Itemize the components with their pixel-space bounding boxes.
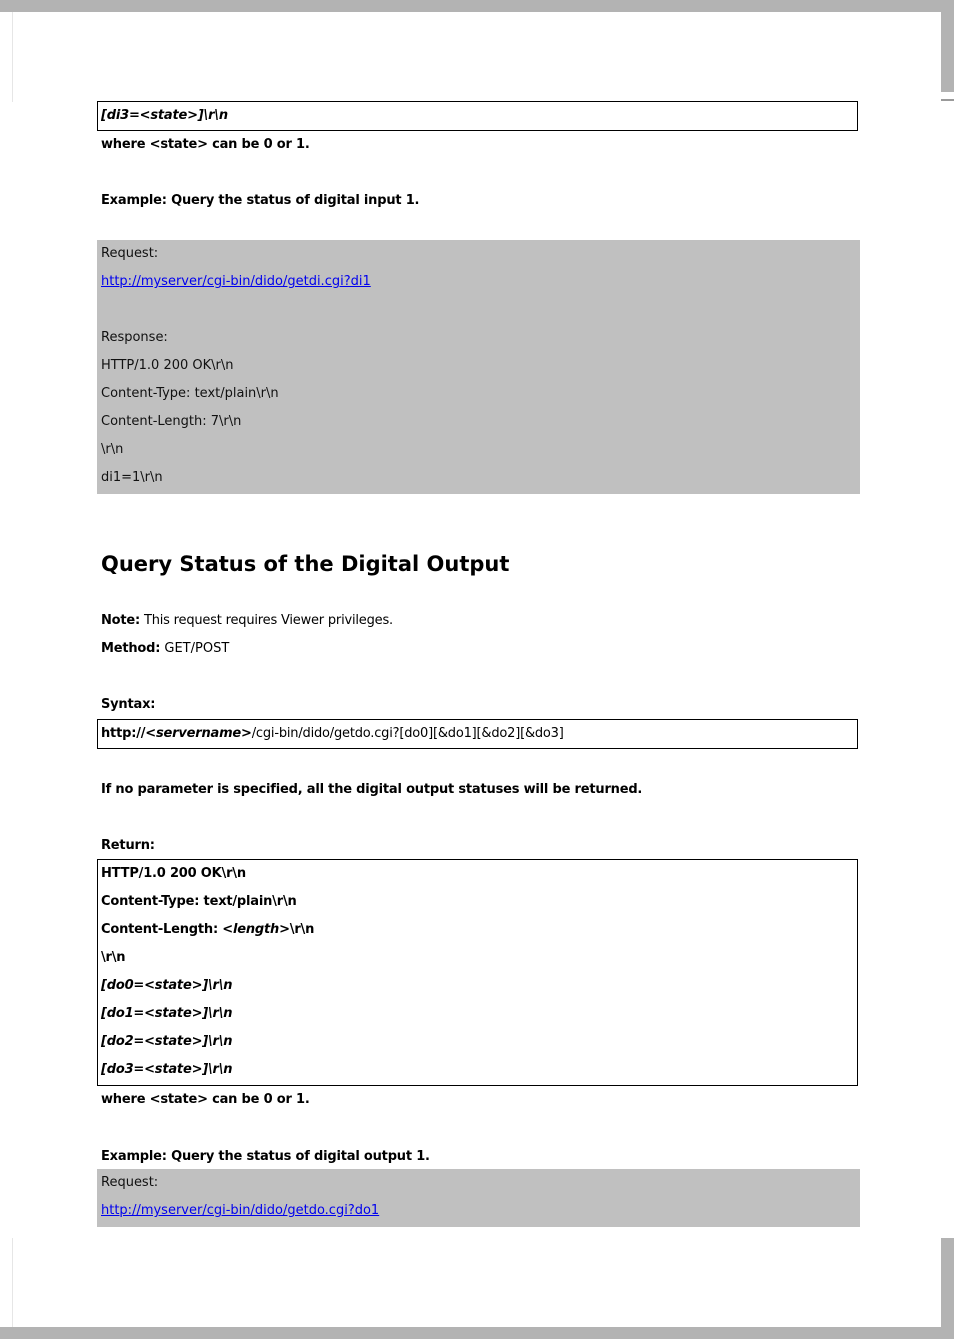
content-length-suffix: \r\n bbox=[289, 922, 315, 937]
syntax-box bbox=[97, 719, 858, 749]
where-state-text: where <state> can be 0 or 1. bbox=[101, 137, 310, 152]
example-heading bbox=[101, 1143, 430, 1171]
scrollbar-top-segment[interactable] bbox=[941, 0, 954, 92]
return-box-continued bbox=[97, 101, 858, 131]
method-text: GET/POST bbox=[160, 641, 230, 656]
note-line bbox=[101, 607, 393, 635]
content-length-prefix: Content-Length: bbox=[101, 922, 223, 937]
content-length-value: <length> bbox=[222, 922, 290, 937]
method-line bbox=[101, 635, 229, 663]
method-label: Method: bbox=[101, 641, 161, 656]
request-link[interactable]: http://myserver/cgi-bin/dido/getdi.cgi?di1 bbox=[101, 274, 371, 289]
return-line: \r\n bbox=[101, 950, 126, 965]
request-label: Request: bbox=[101, 1175, 159, 1190]
page-edge bbox=[12, 12, 13, 102]
example-text: Query the status of digital input 1. bbox=[166, 193, 420, 208]
response-line: HTTP/1.0 200 OK\r\n bbox=[101, 358, 234, 373]
return-box bbox=[97, 859, 858, 1086]
example-code-block bbox=[97, 1169, 860, 1227]
return-line: [do2=<state>]\r\n bbox=[101, 1034, 233, 1049]
no-parameter-text: If no parameter is specified, all the digital output statuses will be returned. bbox=[101, 782, 643, 797]
section-heading: Query Status of the Digital Output bbox=[101, 552, 510, 576]
response-label: Response: bbox=[101, 330, 168, 345]
scrollbar-bottom-segment[interactable] bbox=[941, 1238, 954, 1339]
return-line bbox=[98, 916, 857, 944]
example-code-block bbox=[97, 240, 860, 494]
page-frame-top bbox=[0, 0, 954, 12]
return-label: Return: bbox=[101, 838, 155, 853]
note-label: Note: bbox=[101, 613, 141, 628]
example-heading bbox=[101, 187, 419, 215]
response-line: di1=1\r\n bbox=[101, 470, 163, 485]
request-label: Request: bbox=[101, 246, 159, 261]
code-line: [di3=<state>]\r\n bbox=[101, 108, 228, 123]
return-line: Content-Type: text/plain\r\n bbox=[101, 894, 297, 909]
page-frame-bottom bbox=[0, 1327, 954, 1339]
syntax-label: Syntax: bbox=[101, 697, 156, 712]
request-link[interactable]: http://myserver/cgi-bin/dido/getdo.cgi?do1 bbox=[101, 1203, 380, 1218]
example-label: Example: bbox=[101, 193, 167, 208]
syntax-servername: <servername> bbox=[145, 726, 252, 741]
return-line: [do3=<state>]\r\n bbox=[101, 1062, 233, 1077]
blank-line bbox=[101, 296, 860, 324]
syntax-line bbox=[98, 720, 857, 748]
page-edge bbox=[12, 1238, 13, 1327]
response-line: \r\n bbox=[101, 442, 124, 457]
return-line: [do0=<state>]\r\n bbox=[101, 978, 233, 993]
page-marker bbox=[941, 99, 954, 101]
return-line: HTTP/1.0 200 OK\r\n bbox=[101, 866, 246, 881]
syntax-suffix: /cgi-bin/dido/getdo.cgi?[do0][&do1][&do2][&do3] bbox=[251, 726, 564, 741]
response-line: Content-Type: text/plain\r\n bbox=[101, 386, 279, 401]
example-label: Example: bbox=[101, 1149, 167, 1164]
syntax-prefix: http:// bbox=[101, 726, 146, 741]
response-line: Content-Length: 7\r\n bbox=[101, 414, 242, 429]
example-text: Query the status of digital output 1. bbox=[166, 1149, 430, 1164]
where-state-text: where <state> can be 0 or 1. bbox=[101, 1092, 310, 1107]
return-line: [do1=<state>]\r\n bbox=[101, 1006, 233, 1021]
note-text: This request requires Viewer privileges. bbox=[140, 613, 393, 628]
